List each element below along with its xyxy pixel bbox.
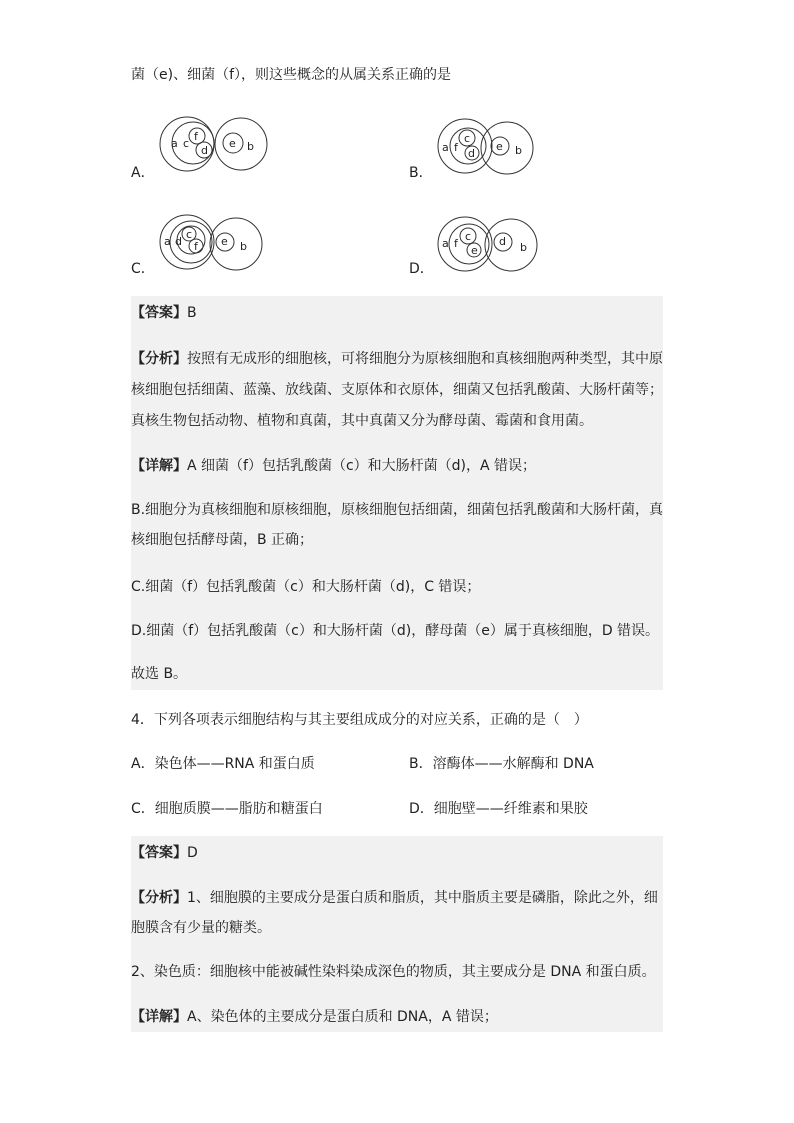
- venn-letter-d: d: [499, 235, 506, 248]
- analysis-q3-line2: 核细胞包括细菌、蓝藻、放线菌、支原体和衣原体，细菌又包括乳酸菌、大肠杆菌等；: [131, 382, 663, 398]
- venn-letter-b: b: [240, 240, 247, 253]
- answer-tag: 【答案】: [131, 305, 187, 321]
- venn-letter-b: b: [247, 140, 254, 153]
- venn-letter-a: a: [171, 137, 178, 150]
- venn-letter-a: a: [164, 235, 171, 248]
- detail-q3-c: C.细菌（f）包括乳酸菌（c）和大肠杆菌（d)，C 错误；: [131, 579, 481, 595]
- venn-letter-e: e: [496, 140, 503, 153]
- venn-letter-c: c: [186, 228, 193, 241]
- venn-diagram-b: [436, 118, 546, 176]
- analysis-text: 按照有无成形的细胞核，可将细胞分为原核细胞和真核细胞两种类型，其中原: [187, 351, 663, 367]
- analysis-q4-line2: 胞膜含有少量的糖类。: [131, 920, 271, 936]
- venn-letter-d: d: [201, 144, 208, 157]
- detail-q3-b-line1: B.细胞分为真核细胞和原核细胞，原核细胞包括细菌，细菌包括乳酸菌和大肠杆菌，真: [131, 502, 664, 518]
- venn-letter-d: d: [468, 147, 475, 160]
- venn-letter-e: e: [471, 244, 478, 257]
- venn-letter-e: e: [229, 137, 236, 150]
- analysis-q3-line3: 真核生物包括动物、植物和真菌，其中真菌又分为酵母菌、霉菌和食用菌。: [131, 413, 593, 429]
- detail-text: A、染色体的主要成分是蛋白质和 DNA，A 错误；: [187, 1009, 498, 1025]
- detail-text: A 细菌（f）包括乳酸菌（c）和大肠杆菌（d)，A 错误；: [187, 458, 537, 474]
- analysis-q4-line1: [131, 889, 658, 907]
- q4-option-b: B．溶酶体——水解酶和 DNA: [409, 756, 594, 772]
- detail-q4-a: [131, 1008, 498, 1026]
- venn-letter-b: b: [520, 241, 527, 254]
- option-a-label: A．: [131, 165, 155, 181]
- analysis-q4-line3: 2、染色质：细胞核中能被碱性染料染成深色的物质，其主要成分是 DNA 和蛋白质。: [131, 964, 656, 980]
- option-d-label: D．: [409, 261, 434, 277]
- venn-letter-d: d: [175, 235, 182, 248]
- analysis-tag: 【分析】: [131, 351, 187, 367]
- analysis-q3-line1: [131, 350, 663, 368]
- analysis-tag: 【分析】: [131, 890, 187, 906]
- answer-q3: [131, 304, 197, 322]
- detail-q3-b-line2: 核细胞包括酵母菌，B 正确；: [131, 532, 314, 548]
- detail-q3-a: [131, 457, 536, 475]
- detail-tag: 【详解】: [131, 458, 187, 474]
- detail-q3-d: D.细菌（f）包括乳酸菌（c）和大肠杆菌（d)，酵母菌（e）属于真核细胞，D 错误。: [131, 623, 660, 639]
- venn-diagram-c: [158, 214, 268, 272]
- q4-option-c: C．细胞质膜——脂肪和糖蛋白: [131, 801, 323, 817]
- venn-letter-c: c: [464, 132, 471, 145]
- venn-letter-c: c: [465, 230, 472, 243]
- option-c-label: C．: [131, 261, 155, 277]
- answer-q4: [131, 844, 198, 862]
- venn-letter-a: a: [442, 237, 449, 250]
- detail-q3-conclusion: 故选 B。: [131, 666, 188, 682]
- answer-value: D: [187, 845, 198, 861]
- answer-tag: 【答案】: [131, 845, 187, 861]
- venn-letter-f: f: [454, 237, 458, 250]
- venn-letter-b: b: [515, 144, 522, 157]
- venn-letter-e: e: [221, 235, 228, 248]
- question-4-stem: 4．下列各项表示细胞结构与其主要组成成分的对应关系，正确的是（ ）: [131, 712, 588, 728]
- venn-diagram-d: [436, 214, 546, 272]
- venn-letter-f: f: [194, 130, 198, 143]
- venn-letter-a: a: [442, 141, 449, 154]
- detail-tag: 【详解】: [131, 1009, 187, 1025]
- analysis-text: 1、细胞膜的主要成分是蛋白质和脂质，其中脂质主要是磷脂，除此之外，细: [187, 890, 658, 906]
- q4-option-d: D．细胞壁——纤维素和果胶: [409, 801, 588, 817]
- option-b-label: B．: [409, 165, 433, 181]
- venn-letter-f: f: [454, 141, 458, 154]
- question-intro: 菌（e)、细菌（f），则这些概念的从属关系正确的是: [131, 67, 452, 83]
- answer-value: B: [187, 305, 197, 321]
- venn-letter-f: f: [194, 240, 198, 253]
- venn-diagram-a: [158, 116, 268, 174]
- venn-letter-c: c: [183, 137, 190, 150]
- q4-option-a: A．染色体——RNA 和蛋白质: [131, 756, 315, 772]
